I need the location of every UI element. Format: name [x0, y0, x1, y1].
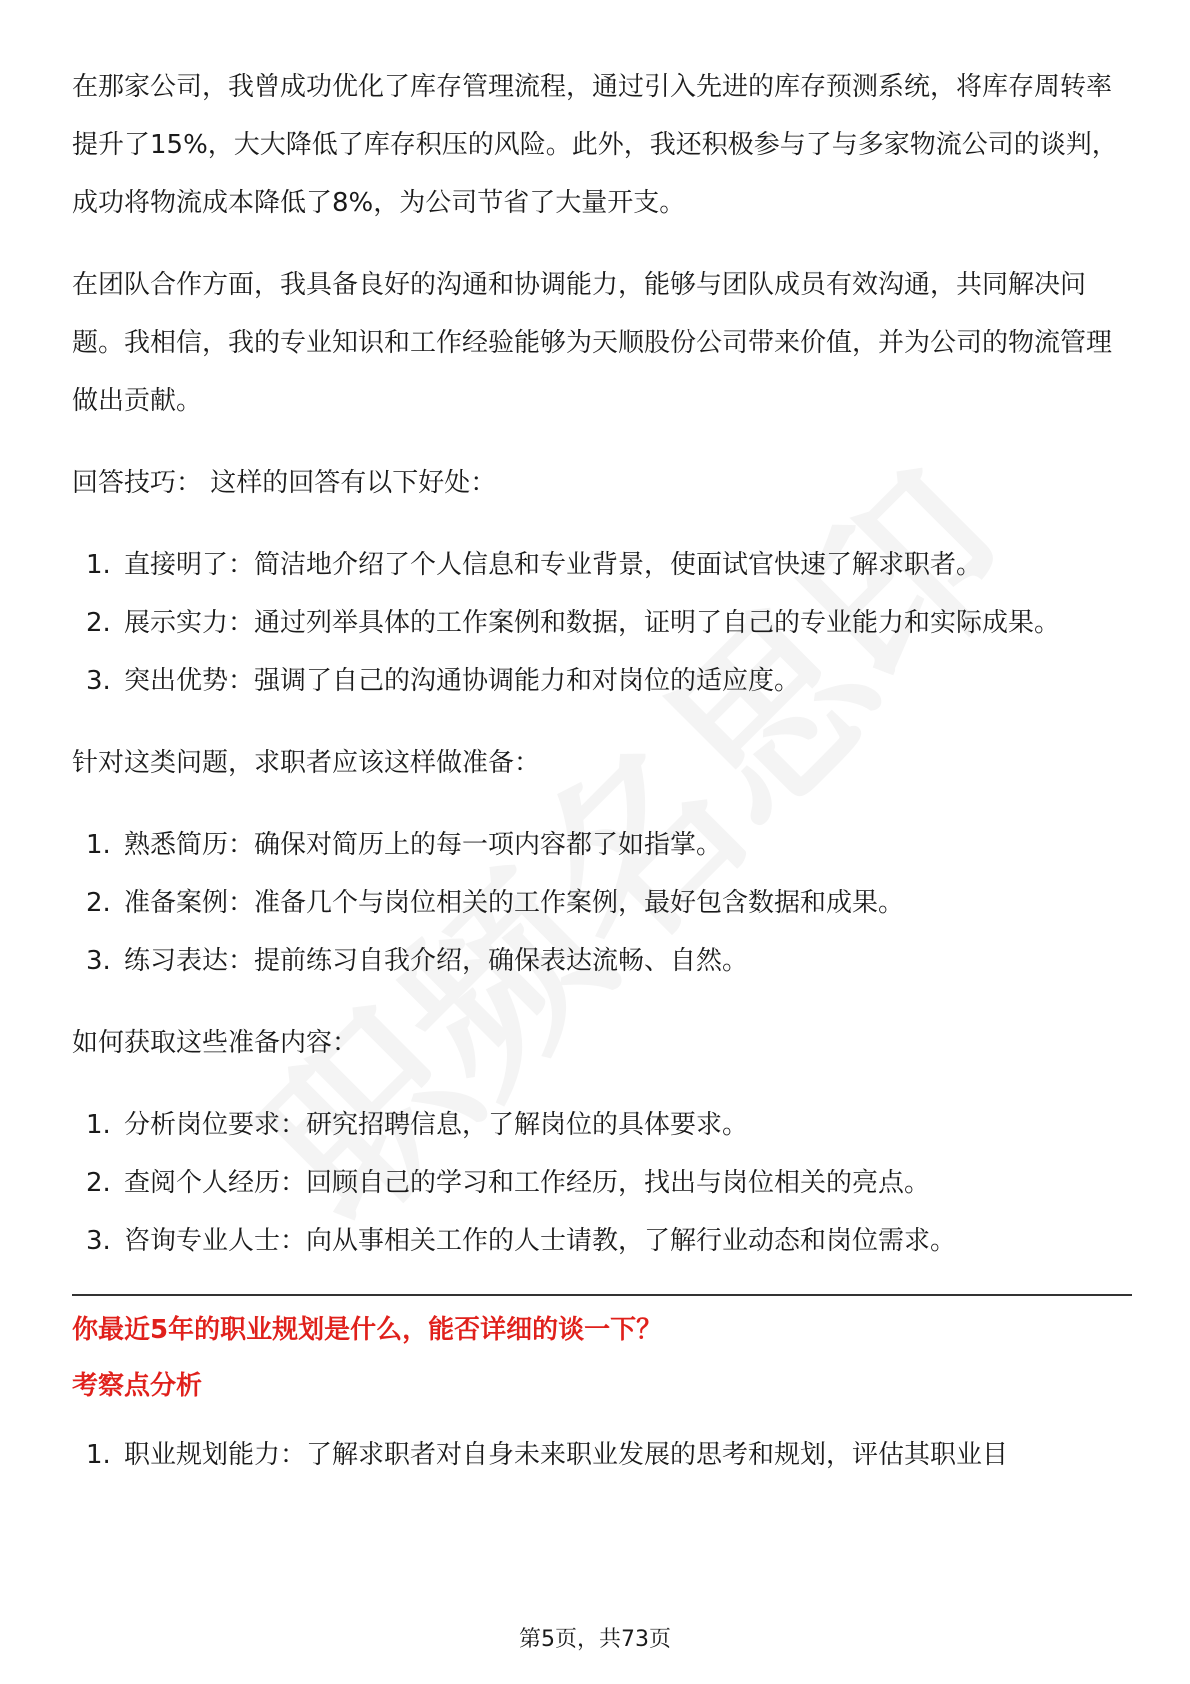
list-number: 3. [86, 1226, 111, 1256]
list-text: 职业规划能力：了解求职者对自身未来职业发展的思考和规划，评估其职业目 [124, 1440, 1009, 1470]
acquire-intro: 如何获取这些准备内容： [72, 1028, 359, 1058]
page-footer: 第5页，共73页 [519, 1627, 671, 1652]
list-item [72, 816, 1132, 874]
list-number: 2. [86, 888, 111, 918]
question-title: 你最近5年的职业规划是什么，能否详细的谈一下？ [72, 1315, 663, 1345]
list-item [72, 874, 1132, 932]
list-item [72, 932, 1132, 990]
list-number: 1. [86, 830, 111, 860]
list-number: 1. [86, 1440, 111, 1470]
tips-list [72, 536, 1132, 710]
prepare-list [72, 816, 1132, 990]
list-item [72, 1154, 1132, 1212]
list-item [72, 1426, 1132, 1484]
list-item [72, 1096, 1132, 1154]
tips-intro: 回答技巧： 这样的回答有以下好处： [72, 468, 497, 498]
list-number: 2. [86, 1168, 111, 1198]
list-text: 咨询专业人士：向从事相关工作的人士请教，了解行业动态和岗位需求。 [124, 1226, 957, 1256]
document-page [72, 58, 1132, 1508]
list-text: 练习表达：提前练习自我介绍，确保表达流畅、自然。 [124, 946, 749, 976]
paragraph-2: 在团队合作方面，我具备良好的沟通和协调能力，能够与团队成员有效沟通，共同解决问题。我相信，我的专业知识和工作经验能够为天顺股份公司带来价值，并为公司的物流管理做出贡献。 [72, 270, 1113, 416]
list-number: 3. [86, 946, 111, 976]
list-number: 1. [86, 550, 111, 580]
section-divider [72, 1294, 1132, 1296]
list-text: 展示实力：通过列举具体的工作案例和数据，证明了自己的专业能力和实际成果。 [124, 608, 1061, 638]
list-text: 直接明了：简洁地介绍了个人信息和专业背景，使面试官快速了解求职者。 [124, 550, 983, 580]
acquire-list [72, 1096, 1132, 1270]
list-item [72, 652, 1132, 710]
list-text: 查阅个人经历：回顾自己的学习和工作经历，找出与岗位相关的亮点。 [124, 1168, 931, 1198]
analysis-list [72, 1426, 1132, 1484]
list-text: 突出优势：强调了自己的沟通协调能力和对岗位的适应度。 [124, 666, 801, 696]
list-item [72, 594, 1132, 652]
list-item [72, 536, 1132, 594]
list-text: 熟悉简历：确保对简历上的每一项内容都了如指掌。 [124, 830, 723, 860]
analysis-heading: 考察点分析 [72, 1371, 203, 1401]
list-item [72, 1212, 1132, 1270]
list-number: 2. [86, 608, 111, 638]
paragraph-1: 在那家公司，我曾成功优化了库存管理流程，通过引入先进的库存预测系统，将库存周转率提升了15%，大大降低了库存积压的风险。此外，我还积极参与了与多家物流公司的谈判，成功将物流成本降低了8%，为公司节省了大量开支。 [72, 72, 1118, 218]
prepare-intro: 针对这类问题，求职者应该这样做准备： [72, 748, 541, 778]
list-text: 分析岗位要求：研究招聘信息，了解岗位的具体要求。 [124, 1110, 749, 1140]
list-text: 准备案例：准备几个与岗位相关的工作案例，最好包含数据和成果。 [124, 888, 905, 918]
list-number: 1. [86, 1110, 111, 1140]
list-number: 3. [86, 666, 111, 696]
